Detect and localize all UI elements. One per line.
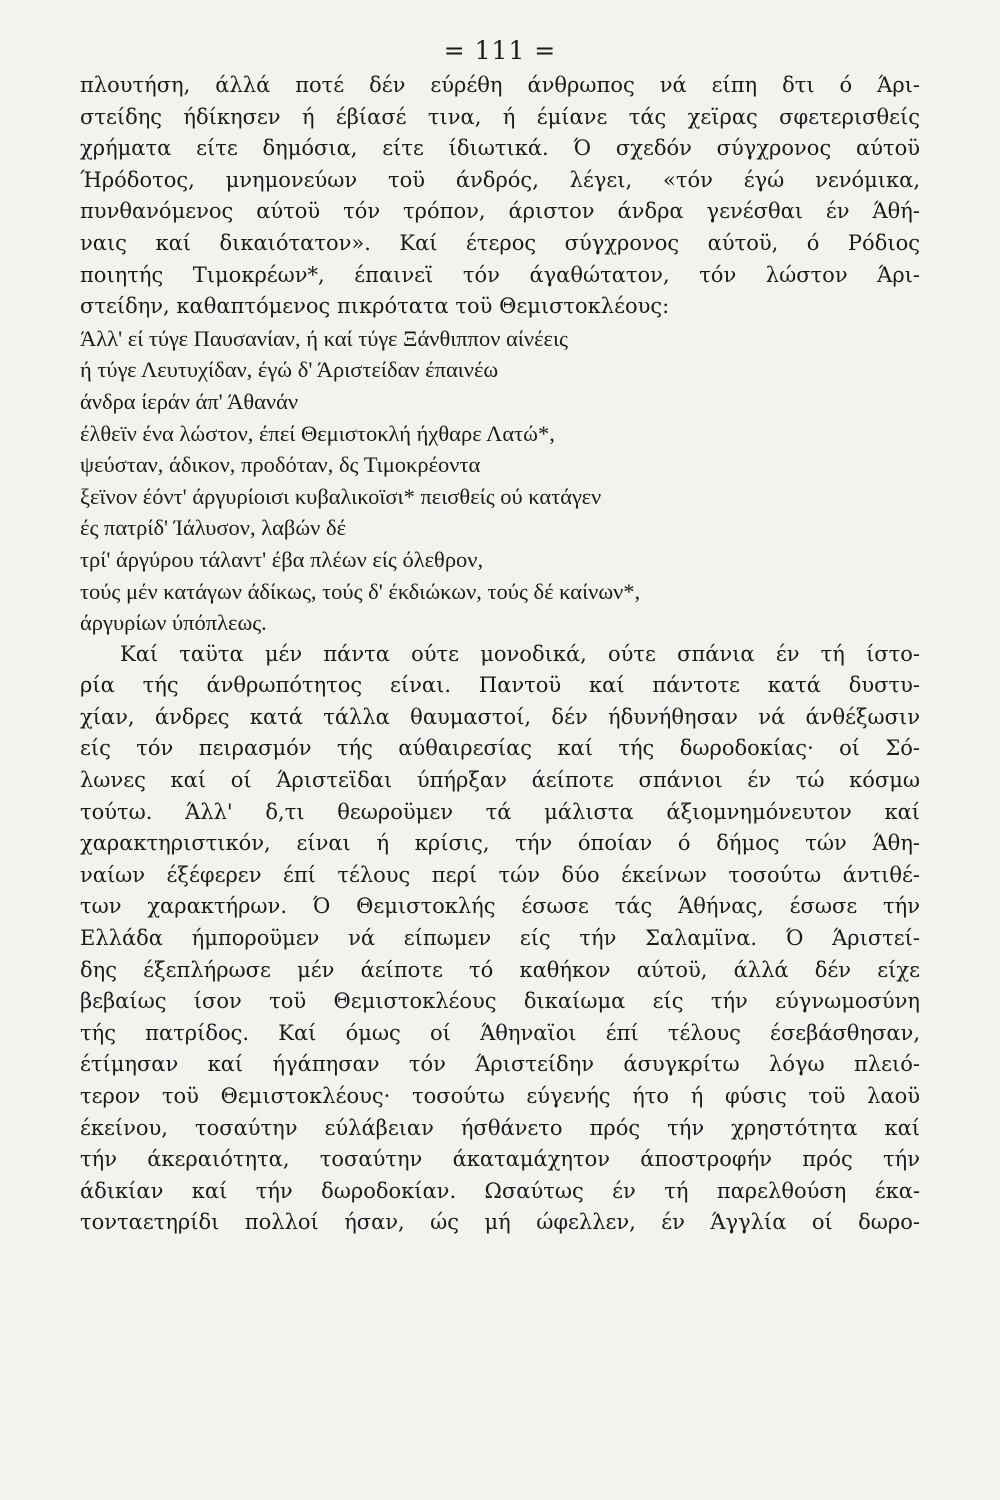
verse-line: έλθεϊν ένα λώστον, έπεί Θεμιστοκλή ήχθαρε Λατώ*,	[80, 420, 555, 446]
verse-line: τρί' άργύρου τάλαντ' έβα πλέων είς όλεθρον,	[80, 546, 484, 572]
text-line: Καί ταϋτα μέν πάντα ούτε μονοδικά, ούτε σπάνια έν τή ίστο-	[120, 641, 920, 666]
text-line: ποιητής Τιμοκρέων*, έπαινεϊ τόν άγαθώτατον, τόν λώστον Άρι-	[80, 262, 920, 287]
verse-line: ξεϊνον έόντ' άργυρίοισι κυβαλικοϊσι* πεισθείς ού κατάγεν	[80, 483, 602, 509]
verse-line: ή τύγε Λευτυχίδαν, έγώ δ' Άριστείδαν έπαινέω	[80, 357, 499, 383]
text-line: λωνες καί οί Άριστεϊδαι ύπήρξαν άείποτε σπάνιοι έν τώ κόσμω	[80, 768, 920, 793]
text-line: πυνθανόμενος αύτοϋ τόν τρόπον, άριστον άνδρα γενέσθαι έν Άθή-	[80, 199, 920, 224]
text-line: άδικίαν καί τήν δωροδοκίαν. Ωσαύτως έν τή παρελθούση έκα-	[80, 1178, 920, 1203]
verse-line: άνδρα ίεράν άπ' Άθανάν	[80, 388, 299, 414]
text-line: Ήρόδοτος, μνημονεύων τοϋ άνδρός, λέγει, «τόν έγώ νενόμικα,	[80, 167, 920, 192]
text-line: είς τόν πειρασμόν τής αύθαιρεσίας καί τής δωροδοκίας· οί Σό-	[80, 736, 920, 761]
text-line: τήν άκεραιότητα, τοσαύτην άκαταμάχητον άποστροφήν πρός τήν	[80, 1147, 920, 1172]
text-line: ρία τής άνθρωπότητος είναι. Παντοϋ καί πάντοτε κατά δυστυ-	[80, 673, 920, 698]
text-line: χρήματα είτε δημόσια, είτε ίδιωτικά. Ό σχεδόν σύγχρονος αύτοϋ	[80, 136, 920, 161]
text-line: τούτω. Άλλ' δ,τι θεωροϋμεν τά μάλιστα άξιομνημόνευτον καί	[80, 799, 920, 824]
text-line: χαρακτηριστικόν, είναι ή κρίσις, τήν όποίαν ό δήμος τών Άθη-	[80, 831, 920, 856]
text-line: πλουτήση, άλλά ποτέ δέν εύρέθη άνθρωπος νά είπη δτι ό Άρι-	[80, 73, 920, 97]
verse-line: άργυρίων ύπόπλεως.	[80, 610, 267, 636]
text-line: τής πατρίδος. Καί όμως οί Άθηναϊοι έπί τέλους έσεβάσθησαν,	[80, 1020, 920, 1045]
verse-line: ές πατρίδ' Ίάλυσον, λαβών δέ	[80, 515, 347, 541]
text-line: τονταετηρίδι πολλοί ήσαν, ώς μή ώφελλεν, έν Άγγλία οί δωρο-	[80, 1210, 920, 1235]
text-line: έτίμησαν καί ήγάπησαν τόν Άριστείδην άσυγκρίτω λόγω πλειό-	[80, 1052, 920, 1077]
page-number: = 111 =	[443, 36, 557, 65]
text-line: στείδης ήδίκησεν ή έβίασέ τινα, ή έμίανε τάς χεϊρας σφετερισθείς	[80, 104, 920, 129]
body-text	[80, 70, 920, 1239]
text-line: των χαρακτήρων. Ό Θεμιστοκλής έσωσε τάς Άθήνας, έσωσε τήν	[80, 894, 920, 919]
text-line: Ελλάδα ήμποροϋμεν νά είπωμεν είς τήν Σαλαμϊνα. Ό Άριστεί-	[80, 926, 920, 951]
text-line: χίαν, άνδρες κατά τάλλα θαυμαστοί, δέν ήδυνήθησαν νά άνθέξωσιν	[80, 704, 920, 729]
text-line: έκείνου, τοσαύτην εύλάβειαν ήσθάνετο πρός τήν χρηστότητα καί	[80, 1115, 920, 1140]
text-line: ναις καί δικαιότατον». Καί έτερος σύγχρονος αύτοϋ, ό Ρόδιος	[80, 230, 920, 255]
verse-line: τούς μέν κατάγων άδίκως, τούς δ' έκδιώκων, τούς δέ καίνων*,	[80, 578, 641, 604]
verse-line: ψεύσταν, άδικον, προδόταν, δς Τιμοκρέοντα	[80, 452, 481, 478]
text-line: βεβαίως ίσον τοϋ Θεμιστοκλέους δικαίωμα είς τήν εύγνωμοσύνη	[80, 989, 920, 1014]
verse-line: Άλλ' εί τύγε Παυσανίαν, ή καί τύγε Ξάνθιππον αίνέεις	[80, 325, 568, 351]
text-line: δης έξεπλήρωσε μέν άείποτε τό καθήκον αύτοϋ, άλλά δέν είχε	[80, 957, 920, 982]
text-line: στείδην, καθαπτόμενος πικρότατα τοϋ Θεμιστοκλέους:	[80, 294, 670, 319]
text-line: ναίων έξέφερεν έπί τέλους περί τών δύο έκείνων τοσούτω άντιθέ-	[80, 862, 920, 887]
text-line: τερον τοϋ Θεμιστοκλέους· τοσούτω εύγενής ήτο ή φύσις τοϋ λαοϋ	[80, 1084, 920, 1108]
